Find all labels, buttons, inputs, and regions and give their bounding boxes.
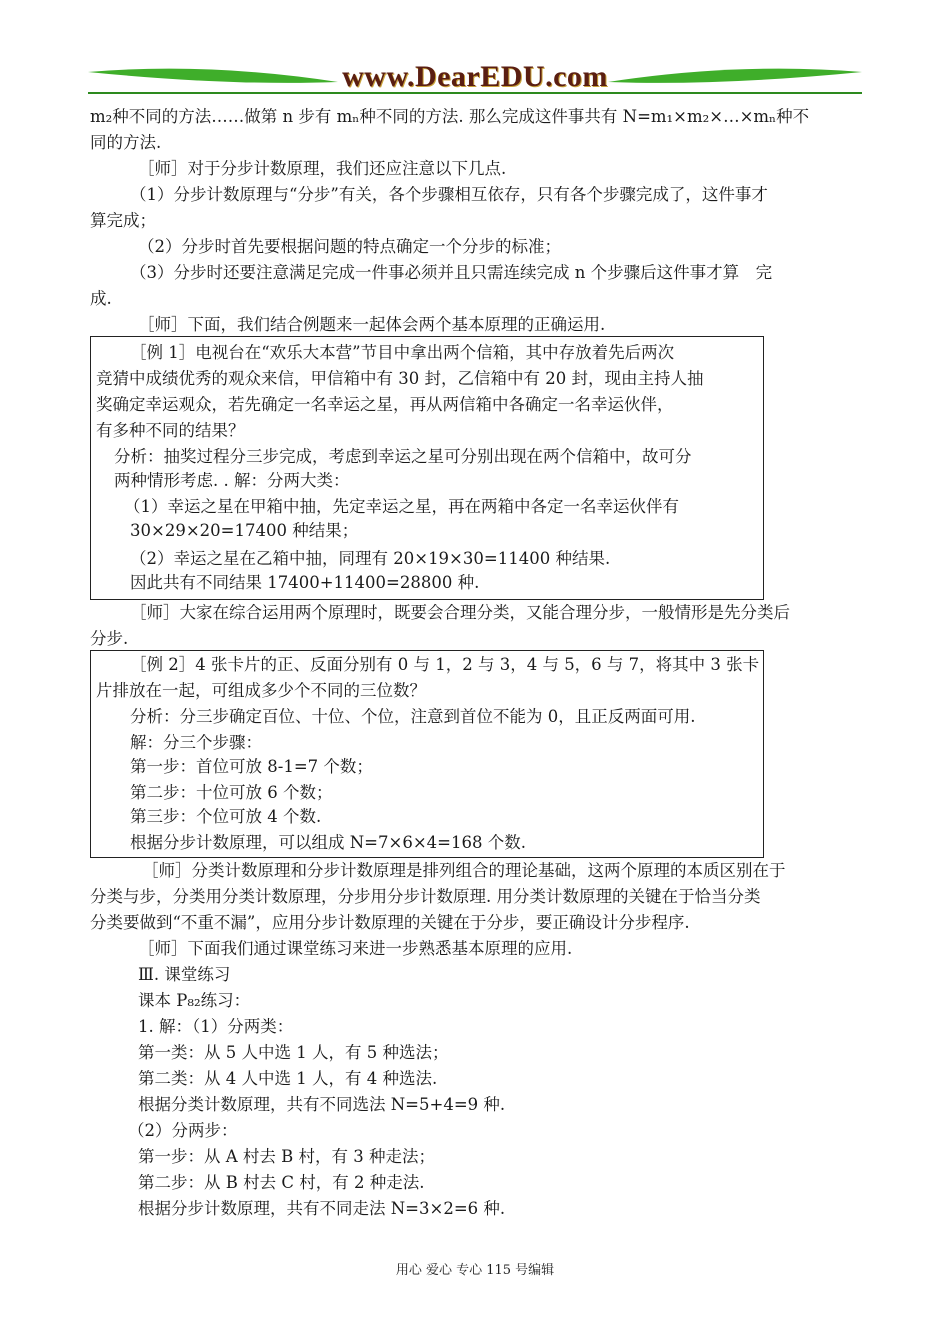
example-1-line: ［例 1］电视台在“欢乐大本营”节目中拿出两个信箱，其中存放着先后两次 xyxy=(130,343,675,362)
text-line: 根据分步计数原理，共有不同走法 N=3×2=6 种. xyxy=(138,1199,506,1218)
text-line: 课本 P₈₂练习： xyxy=(138,991,251,1010)
text-line: 分类要做到“不重不漏”，应用分步计数原理的关键在于分步，要正确设计分步程序. xyxy=(90,913,690,932)
example-2-line: 第一步：首位可放 8-1=7 个数； xyxy=(130,757,373,776)
text-line: 根据分类计数原理，共有不同选法 N=5+4=9 种. xyxy=(138,1095,506,1114)
text-line: （3）分步时还要注意满足完成一件事必须并且只需连续完成 n 个步骤后这件事才算 完 xyxy=(130,263,773,282)
text-line: 第二步：从 B 村去 C 村，有 2 种走法. xyxy=(138,1173,425,1192)
text-line: ［师］对于分步计数原理，我们还应注意以下几点. xyxy=(138,159,507,178)
page-header xyxy=(88,58,862,100)
example-2-line: 第二步：十位可放 6 个数； xyxy=(130,783,333,802)
example-1-line: 竞猜中成绩优秀的观众来信，甲信箱中有 30 封，乙信箱中有 20 封，现由主持人抽 xyxy=(96,369,704,388)
example-2-line: 解：分三个步骤： xyxy=(130,733,262,752)
text-line: 同的方法. xyxy=(90,133,162,152)
text-line: ［师］大家在综合运用两个原理时，既要会合理分类，又能合理分步，一般情形是先分类后 xyxy=(130,603,790,622)
text-line: 第二类：从 4 人中选 1 人，有 4 种选法. xyxy=(138,1069,438,1088)
text-line: 分步. xyxy=(90,629,129,648)
text-line: ［师］下面我们通过课堂练习来进一步熟悉基本原理的应用. xyxy=(138,939,573,958)
text-line: 成. xyxy=(90,289,112,308)
example-1-line: 因此共有不同结果 17400+11400=28800 种. xyxy=(130,573,480,592)
example-2-line: ［例 2］4 张卡片的正、反面分别有 0 与 1，2 与 3，4 与 5，6 与 7，将其中 3 张卡 xyxy=(130,655,760,674)
text-line: 第一步：从 A 村去 B 村，有 3 种走法； xyxy=(138,1147,436,1166)
example-2-line: 片排放在一起，可组成多少个不同的三位数？ xyxy=(96,681,426,700)
text-line: ［师］下面，我们结合例题来一起体会两个基本原理的正确运用. xyxy=(138,315,606,334)
example-2-line: 根据分步计数原理，可以组成 N=7×6×4=168 个数. xyxy=(130,833,526,852)
section-heading: Ⅲ. 课堂练习 xyxy=(138,965,231,984)
example-1-line: 有多种不同的结果？ xyxy=(96,421,245,440)
text-line: m₂种不同的方法……做第 n 步有 mₙ种不同的方法. 那么完成这件事共有 N=m₁×m₂×…×mₙ种不 xyxy=(90,107,810,126)
text-line: （2）分两步： xyxy=(128,1121,238,1140)
example-1-line: 奖确定幸运观众，若先确定一名幸运之星，再从两信箱中各确定一名幸运伙伴， xyxy=(96,395,674,414)
example-1-line: （2）幸运之星在乙箱中抽，同理有 20×19×30=11400 种结果. xyxy=(130,549,611,568)
text-line: 1. 解：（1）分两类： xyxy=(138,1017,294,1036)
text-line: ［师］分类计数原理和分步计数原理是排列组合的理论基础，这两个原理的本质区别在于 xyxy=(142,861,786,880)
site-logo[interactable]: www.DearEDU.com xyxy=(342,60,608,93)
text-line: （1）分步计数原理与“分步”有关，各个步骤相互依存，只有各个步骤完成了，这件事才 xyxy=(130,185,768,204)
text-line: 第一类：从 5 人中选 1 人，有 5 种选法； xyxy=(138,1043,449,1062)
example-1-line: 30×29×20=17400 种结果； xyxy=(130,521,359,540)
example-2-line: 分析：分三步确定百位、十位、个位，注意到首位不能为 0，且正反两面可用. xyxy=(130,707,696,726)
page-footer: 用心 爱心 专心 115 号编辑 xyxy=(395,1263,555,1278)
example-1-line: （1）幸运之星在甲箱中抽，先定幸运之星，再在两箱中各定一名幸运伙伴有 xyxy=(124,497,679,516)
text-line: 算完成； xyxy=(90,211,156,230)
text-line: （2）分步时首先要根据问题的特点确定一个分步的标准； xyxy=(138,237,561,256)
text-line: 分类与步，分类用分类计数原理，分步用分步计数原理. 用分类计数原理的关键在于恰当分类 xyxy=(90,887,761,906)
example-1-line: 两种情形考虑. . 解：分两大类： xyxy=(114,471,350,490)
example-1-line: 分析：抽奖过程分三步完成，考虑到幸运之星可分别出现在两个信箱中，故可分 xyxy=(114,447,692,466)
example-2-line: 第三步：个位可放 4 个数. xyxy=(130,807,322,826)
